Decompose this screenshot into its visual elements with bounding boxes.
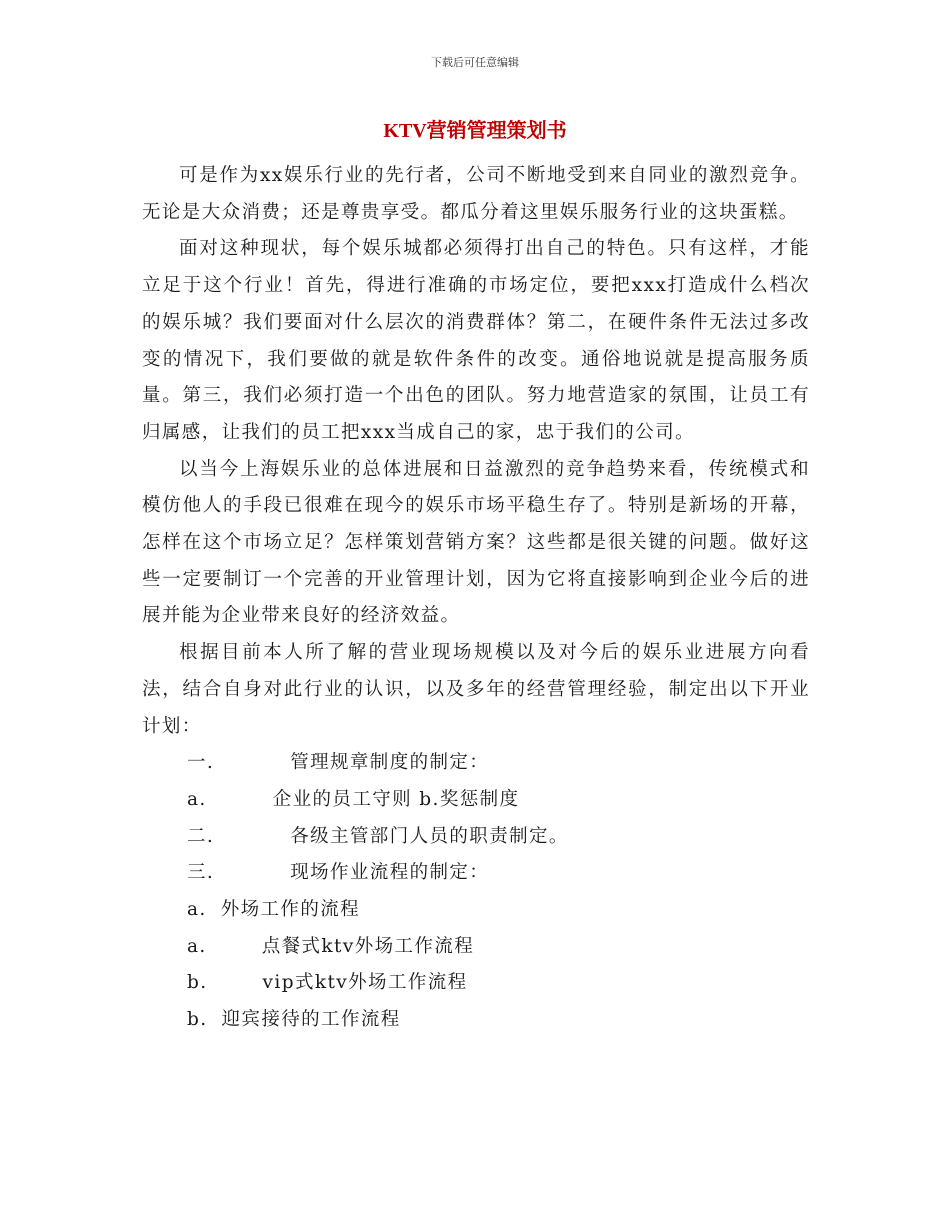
paragraph: 根据目前本人所了解的营业现场规模以及对今后的娱乐业进展方向看法，结合自身对此行业的认识，以及多年的经营管理经验，制定出以下开业计划： xyxy=(142,642,810,737)
list-text: 各级主管部门人员的职责制定。 xyxy=(290,825,569,847)
list-item xyxy=(142,1002,810,1039)
list-marker: 三. xyxy=(187,862,215,884)
list-text: 外场工作的流程 xyxy=(220,899,361,921)
list-text: 企业的员工守则 b.奖惩制度 xyxy=(272,788,520,810)
list-text: 管理规章制度的制定： xyxy=(290,752,490,774)
list-item xyxy=(142,819,810,856)
list-marker: a. xyxy=(187,935,207,957)
list-item xyxy=(142,782,810,819)
document-title: KTV营销管理策划书 xyxy=(383,120,567,142)
list-marker: a. xyxy=(187,788,207,810)
list-item xyxy=(142,855,810,892)
list-text: 现场作业流程的制定： xyxy=(290,862,490,884)
list-text: vip式ktv外场工作流程 xyxy=(262,972,468,994)
list-text: 点餐式ktv外场工作流程 xyxy=(261,935,475,957)
list-item xyxy=(142,745,810,782)
list-marker: b. xyxy=(187,972,208,994)
list-item xyxy=(142,965,810,1002)
list-marker: a. xyxy=(187,899,207,921)
list-item xyxy=(142,929,810,966)
list-text: 迎宾接待的工作流程 xyxy=(221,1009,401,1031)
paragraph: 可是作为xx娱乐行业的先行者，公司不断地受到来自同业的激烈竞争。无论是大众消费；还是尊贵享受。都瓜分着这里娱乐服务行业的这块蛋糕。 xyxy=(142,165,810,223)
page-header: 下载后可任意编辑 xyxy=(431,56,519,69)
list-marker: b. xyxy=(187,1009,208,1031)
list-item xyxy=(142,892,810,929)
list-marker: 一. xyxy=(187,752,215,774)
list-marker: 二. xyxy=(187,825,215,847)
paragraph: 面对这种现状，每个娱乐城都必须得打出自己的特色。只有这样，才能立足于这个行业！首先，得进行准确的市场定位，要把xxx打造成什么档次的娱乐城？我们要面对什么层次的消费群体？第二，在硬件条件无法过多改变的情况下，我们要做的就是软件条件的改变。通俗地说就是提高服务质量。第三，我们必须打造一个出色的团队。努力地营造家的氛围，让员工有归属感，让我们的员工把xxx当成自己的家，忠于我们的公司。 xyxy=(142,238,810,443)
paragraph: 以当今上海娱乐业的总体进展和日益激烈的竞争趋势来看，传统模式和模仿他人的手段已很难在现今的娱乐市场平稳生存了。特别是新场的开幕，怎样在这个市场立足？怎样策划营销方案？这些都是很关键的问题。做好这些一定要制订一个完善的开业管理计划，因为它将直接影响到企业今后的进展并能为企业带来良好的经济效益。 xyxy=(142,458,810,627)
document-body xyxy=(142,158,810,1039)
